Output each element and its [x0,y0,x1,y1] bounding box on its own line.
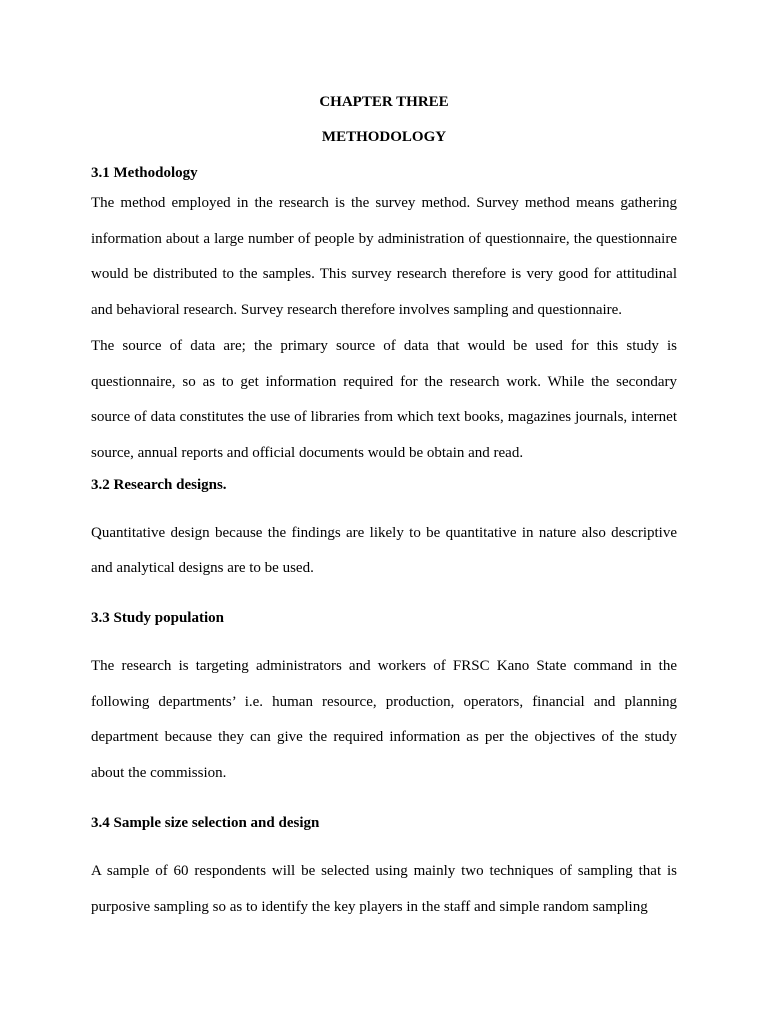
section-heading-3-3: 3.3 Study population [91,610,224,627]
paragraph-methodology-1: The method employed in the research is the survey method. Survey method means gathering information about a large number of people by administration of questionnaire, the questionnaire would be distributed to the samples. This survey research therefore is very good for attitudinal and behavioral research. Survey research therefore involves sampling and questionnaire. [91,195,677,319]
section-heading-3-4: 3.4 Sample size selection and design [91,814,320,831]
paragraph-study-population: The research is targeting administrators and workers of FRSC Kano State command in the following departments’ i.e. human resource, production, operators, financial and planning department because they can give the required information as per the objectives of the study about the commission. [91,658,677,782]
section-heading-3-1: 3.1 Methodology [91,165,198,181]
section-heading-3-2: 3.2 Research designs. [91,476,227,493]
paragraph-methodology-2: The source of data are; the primary source of data that would be used for this study is questionnaire, so as to get information required for the research work. While the secondary source of data constitutes the use of libraries from which text books, magazines journals, internet source, annual reports and official documents would be obtain and read. [91,337,677,461]
paragraph-research-designs: Quantitative design because the findings are likely to be quantitative in nature also descriptive and analytical designs are to be used. [91,524,677,577]
page-content [91,91,677,925]
paragraph-sample-size: A sample of 60 respondents will be selected using mainly two techniques of sampling that is purposive sampling so as to identify the key players in the staff and simple random sampling [91,862,677,915]
chapter-label: CHAPTER THREE [319,94,449,110]
chapter-title: METHODOLOGY [321,129,447,145]
